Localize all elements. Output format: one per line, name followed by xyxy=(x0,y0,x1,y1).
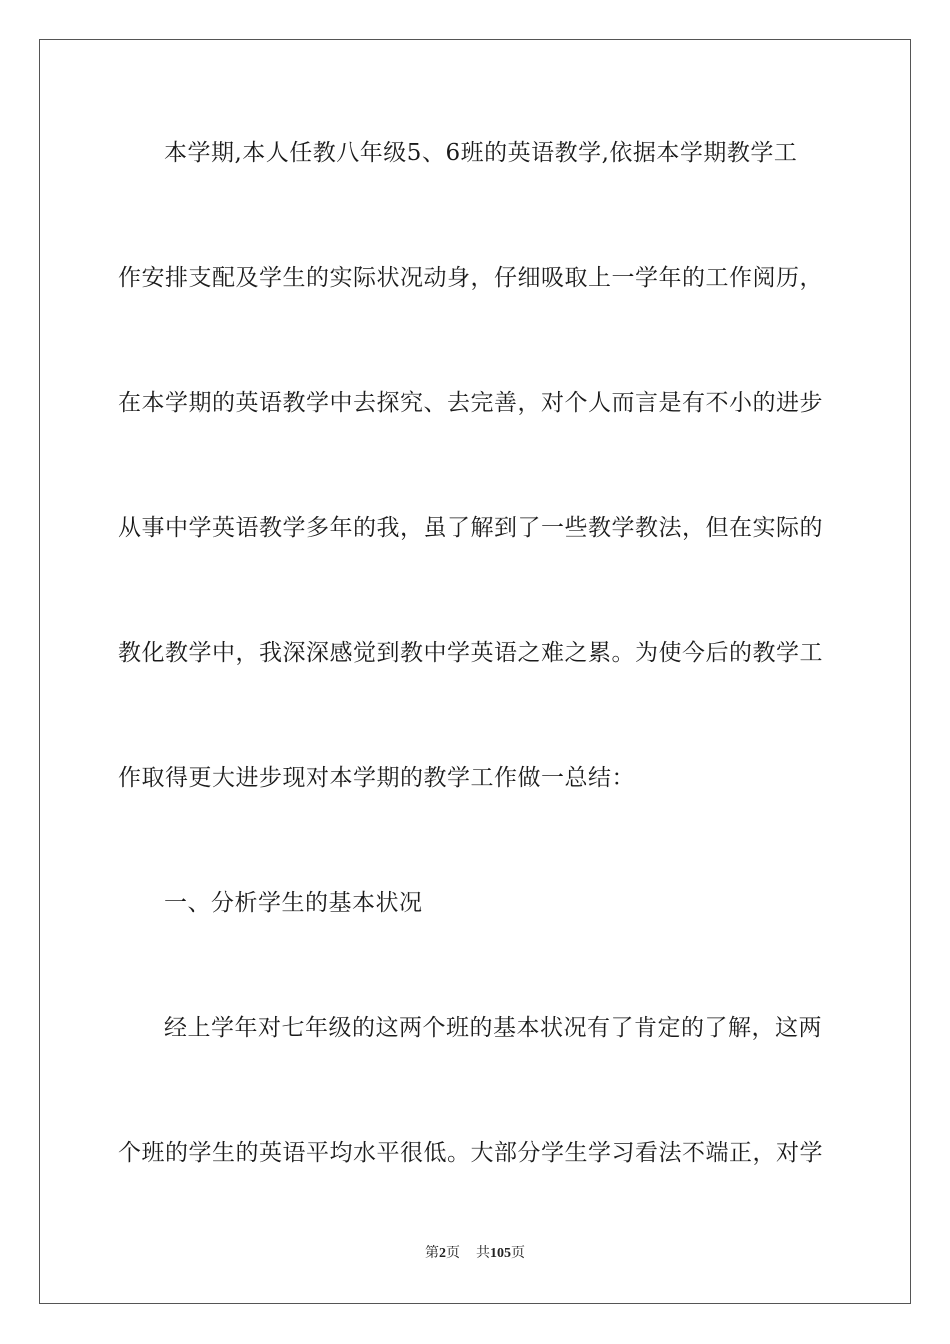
total-pages: 105 xyxy=(490,1246,511,1261)
page-number: 2 xyxy=(439,1246,446,1261)
total-suffix: 页 xyxy=(511,1246,525,1261)
paragraph-line-3: 在本学期的英语教学中去探究、去完善，对个人而言是有不小的进步 xyxy=(118,390,823,416)
section-heading: 一、分析学生的基本状况 xyxy=(164,890,423,916)
page-border xyxy=(39,39,911,1304)
page-prefix: 第 xyxy=(425,1246,439,1261)
paragraph-line-4: 从事中学英语教学多年的我，虽了解到了一些教学教法，但在实际的 xyxy=(118,515,823,541)
paragraph-line-6: 作取得更大进步现对本学期的教学工作做一总结： xyxy=(118,765,635,791)
paragraph-line-7: 经上学年对七年级的这两个班的基本状况有了肯定的了解，这两 xyxy=(164,1015,822,1041)
paragraph-line-1: 本学期,本人任教八年级5、6班的英语教学,依据本学期教学工 xyxy=(164,140,798,166)
paragraph-line-2: 作安排支配及学生的实际状况动身，仔细吸取上一学年的工作阅历， xyxy=(118,265,823,291)
page-footer xyxy=(0,1244,950,1264)
page-suffix: 页 xyxy=(446,1246,460,1261)
total-prefix: 共 xyxy=(476,1246,490,1261)
paragraph-line-8: 个班的学生的英语平均水平很低。大部分学生学习看法不端正，对学 xyxy=(118,1140,823,1166)
paragraph-line-5: 教化教学中，我深深感觉到教中学英语之难之累。为使今后的教学工 xyxy=(118,640,823,666)
